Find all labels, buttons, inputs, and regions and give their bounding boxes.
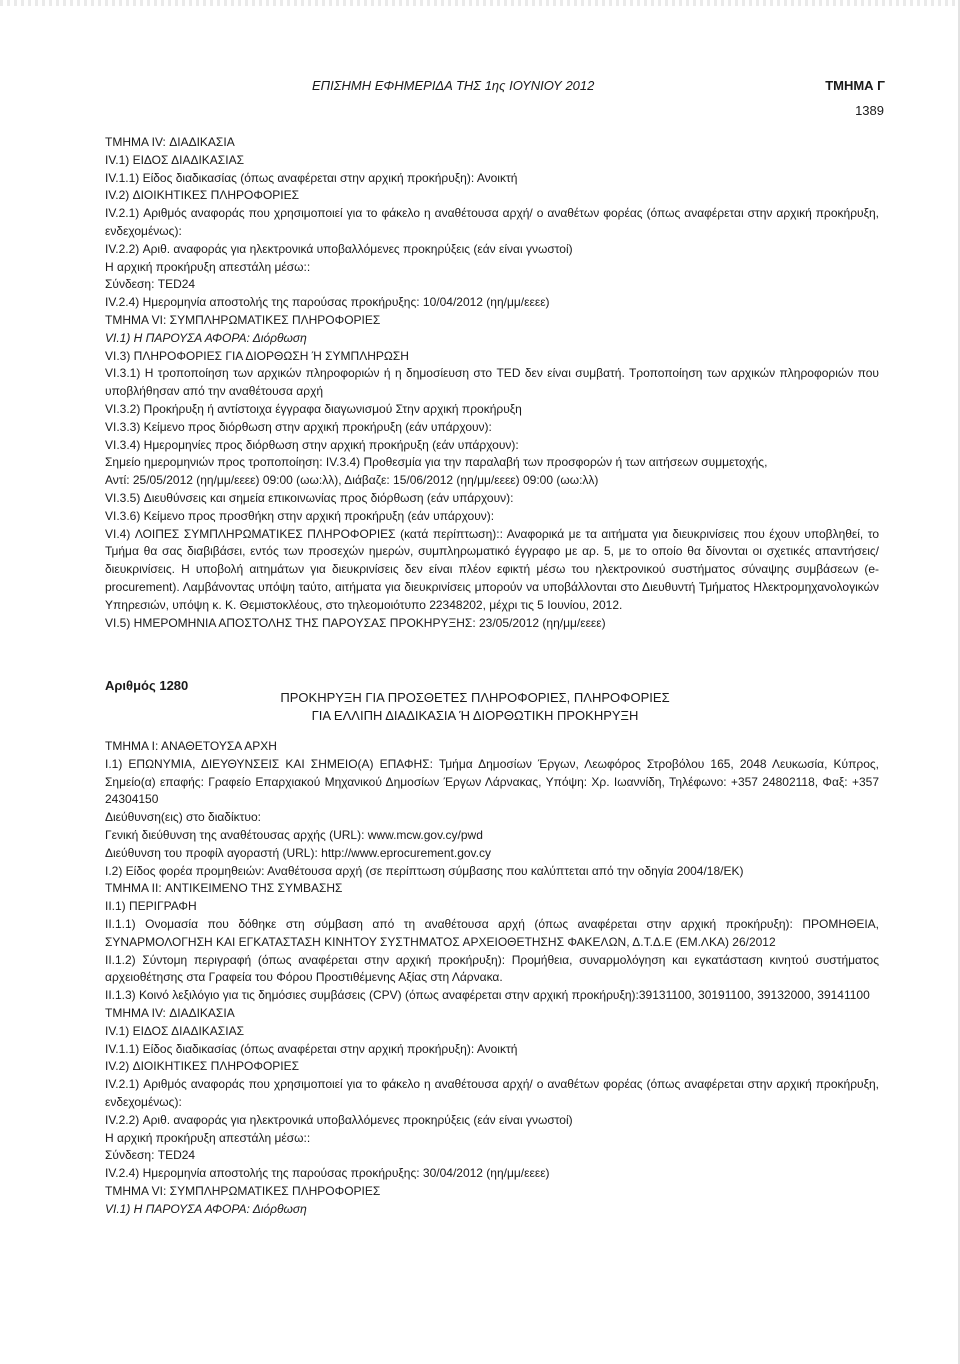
text-line: IV.2.4) Ημερομηνία αποστολής της παρούσας προκήρυξης: 10/04/2012 (ηη/μμ/εεεε): [105, 295, 550, 310]
text-line: IV.2.2) Αριθ. αναφοράς για ηλεκτρονικά υποβαλλόμενες προκηρύξεις (εάν είναι γνωστοί): [105, 1112, 573, 1127]
notice-number: Αριθμός 1280: [105, 678, 189, 693]
text-line: ΤΜΗΜΑ II: ΑΝΤΙΚΕΙΜΕΝΟ ΤΗΣ ΣΥΜΒΑΣΗΣ: [105, 881, 343, 896]
text-line: VI.1) Η ΠΑΡΟΥΣΑ ΑΦΟΡΑ: Διόρθωση: [105, 1201, 307, 1216]
text-paragraph: I.1) ΕΠΩΝΥΜΙΑ, ΔΙΕΥΘΥΝΣΕΙΣ ΚΑΙ ΣΗΜΕΙΟ(Α) ΕΠΑΦΗΣ: Τμήμα Δημοσίων Έργων, Λεωφόρος Στροβόλου 165, 2048 Λευκωσία, Κύπρος, Σημείο(α) επαφής: Γραφείο Επαρχιακού Μηχανικού Δημοσίων Έργων Λάρνακας, Υπόψη: Χρ. Ιωαννίδη, Τηλέφωνο: +357 24802118, Φαξ: +357 24304150: [105, 756, 879, 807]
text-line: ΤΜΗΜΑ IV: ΔΙΑΔΙΚΑΣΙΑ: [105, 1005, 235, 1020]
text-line: I.2) Είδος φορέα προμηθειών: Αναθέτουσα αρχή (σε περίπτωση σύμβασης που καλύπτεται από την οδηγία 2004/18/ΕΚ): [105, 863, 744, 878]
text-line: ΤΜΗΜΑ VI: ΣΥΜΠΛΗΡΩΜΑΤΙΚΕΣ ΠΛΗΡΟΦΟΡΙΕΣ: [105, 1183, 381, 1198]
text-line: IV.1) ΕΙΔΟΣ ΔΙΑΔΙΚΑΣΙΑΣ: [105, 152, 244, 167]
text-line: IV.2) ΔΙΟΙΚΗΤΙΚΕΣ ΠΛΗΡΟΦΟΡΙΕΣ: [105, 1059, 300, 1074]
text-line: VI.5) ΗΜΕΡΟΜΗΝΙΑ ΑΠΟΣΤΟΛΗΣ ΤΗΣ ΠΑΡΟΥΣΑΣ ΠΡΟΚΗΡΥΞΗΣ: 23/05/2012 (ηη/μμ/εεεε): [105, 615, 606, 630]
text-line: Αντί: 25/05/2012 (ηη/μμ/εεεε) 09:00 (ωω:λλ), Διάβαζε: 15/06/2012 (ηη/μμ/εεεε) 09:00 (ωω:λλ): [105, 473, 599, 488]
text-line: IV.2.1) Αριθμός αναφοράς που χρησιμοποιεί για το φάκελο η αναθέτουσα αρχή/ ο αναθέτων φορέας (όπως αναφέρεται στην αρχική προκήρυξη, ενδεχομένως):: [105, 206, 879, 238]
text-line: ΤΜΗΜΑ IV: ΔΙΑΔΙΚΑΣΙΑ: [105, 135, 235, 149]
text-line: VI.3.2) Προκήρυξη ή αντίστοιχα έγγραφα διαγωνισμού Στην αρχική προκήρυξη: [105, 401, 522, 416]
notice-title-line: ΠΡΟΚΗΡΥΞΗ ΓΙΑ ΠΡΟΣΘΕΤΕΣ ΠΛΗΡΟΦΟΡΙΕΣ, ΠΛΗΡΟΦΟΡΙΕΣ: [280, 690, 670, 705]
notice-continuation-text: [105, 134, 879, 632]
text-paragraph: VI.4) ΛΟΙΠΕΣ ΣΥΜΠΛΗΡΩΜΑΤΙΚΕΣ ΠΛΗΡΟΦΟΡΙΕΣ (κατά περίπτωση):: Αναφορικά με τα αιτήματα για διευκρινίσεις που έχουν υποβληθεί, το Τμήμα θα σας διαβιβάσει, εντός των προσεχών ημερών, συμπληρωματικό έγγραφο με αρ. 5, με το οποίο θα δίνονται οι σχετικές απαντήσεις/ διευκρινίσεις. Η υποβολή αιτημάτων για διευκρινίσεις δεν είναι πλέον εφικτή μέσω του ηλεκτρονικού συστήματος σύναψης συμβάσεων (e-procurement). Λαμβάνοντας υπόψη ταύτο, αιτήματα για διευκρινίσεις μπορούν να υποβάλλονται στο Διευθυντή Τμήματος Ηλεκτρομηχανολογικών Υπηρεσιών, υπόψη κ. Κ. Θεμιστοκλέους, στο τηλεομοιότυπο 22348202, μέχρι τις 5 Ιουνίου, 2012.: [105, 526, 879, 612]
text-line: IV.1.1) Είδος διαδικασίας (όπως αναφέρεται στην αρχική προκήρυξη): Ανοικτή: [105, 1041, 518, 1056]
text-line: II.1) ΠΕΡΙΓΡΑΦΗ: [105, 899, 197, 914]
text-line: IV.2.4) Ημερομηνία αποστολής της παρούσας προκήρυξης: 30/04/2012 (ηη/μμ/εεεε): [105, 1166, 550, 1181]
page-number: 1389: [855, 103, 884, 118]
section-mark: ΤΜΗΜΑ Γ: [825, 78, 885, 93]
notice-body-text: [105, 738, 879, 1219]
text-paragraph: II.1.3) Κοινό λεξιλόγιο για τις δημόσιες συμβάσεις (CPV) (όπως αναφέρεται στην αρχική προκήρυξη):39131100, 30191100, 39132000, 39141100: [105, 988, 870, 1003]
text-paragraph: II.1.1) Ονομασία που δόθηκε στη σύμβαση από τη αναθέτουσα αρχή (όπως αναφέρεται στην αρχική προκήρυξη): ΠΡΟΜΗΘΕΙΑ, ΣΥΝΑΡΜΟΛΟΓΗΣΗ ΚΑΙ ΕΓΚΑΤΑΣΤΑΣΗ ΚΙΝΗΤΟΥ ΣΥΣΤΗΜΑΤΟΣ ΑΡΧΕΙΟΘΕΤΗΣΗΣ ΦΑΚΕΛΩΝ, Δ.Τ.Δ.Ε (ΕΜ.ΛΚΑ) 26/2012: [105, 916, 879, 949]
text-line: Η αρχική προκήρυξη απεστάλη μέσω::: [105, 1130, 311, 1145]
text-line: Σύνδεση: TED24: [105, 1148, 196, 1163]
text-line: Σύνδεση: TED24: [105, 277, 196, 292]
text-line: IV.2.2) Αριθ. αναφοράς για ηλεκτρονικά υποβαλλόμενες προκηρύξεις (εάν είναι γνωστοί): [105, 241, 573, 256]
text-line: ΤΜΗΜΑ VI: ΣΥΜΠΛΗΡΩΜΑΤΙΚΕΣ ΠΛΗΡΟΦΟΡΙΕΣ: [105, 312, 381, 327]
text-line: VI.1) Η ΠΑΡΟΥΣΑ ΑΦΟΡΑ: Διόρθωση: [105, 330, 307, 345]
text-line: Γενική διεύθυνση της αναθέτουσας αρχής (URL): www.mcw.gov.cy/pwd: [105, 827, 483, 842]
notice-title: [180, 689, 770, 725]
text-line: IV.1.1) Είδος διαδικασίας (όπως αναφέρεται στην αρχική προκήρυξη): Ανοικτή: [105, 170, 518, 185]
text-line: VI.3.4) Ημερομηνίες προς διόρθωση στην αρχική προκήρυξη (εάν υπάρχουν):: [105, 437, 519, 452]
text-paragraph: II.1.2) Σύντομη περιγραφή (όπως αναφέρεται στην αρχική προκήρυξη): Προμήθεια, συναρμολόγηση και εγκατάσταση κινητού συστήματος αρχειοθέτησης στα Γραφεία του Φόρου Προστιθέμενης Αξίας στη Λάρνακα.: [105, 952, 879, 985]
text-line: IV.1) ΕΙΔΟΣ ΔΙΑΔΙΚΑΣΙΑΣ: [105, 1023, 244, 1038]
text-line: Διεύθυνση του προφίλ αγοραστή (URL): http://www.eprocurement.gov.cy: [105, 845, 491, 860]
text-line: VI.3) ΠΛΗΡΟΦΟΡΙΕΣ ΓΙΑ ΔΙΟΡΘΩΣΗ Ή ΣΥΜΠΛΗΡΩΣΗ: [105, 348, 409, 363]
text-line: Διεύθυνση(εις) στο διαδίκτυο:: [105, 810, 261, 825]
text-line: VI.3.6) Κείμενο προς προσθήκη στην αρχική προκήρυξη (εάν υπάρχουν):: [105, 508, 495, 523]
text-line: VI.3.5) Διευθύνσεις και σημεία επικοινωνίας προς διόρθωση (εάν υπάρχουν):: [105, 490, 514, 505]
text-line: IV.2) ΔΙΟΙΚΗΤΙΚΕΣ ΠΛΗΡΟΦΟΡΙΕΣ: [105, 188, 300, 203]
text-line: ΤΜΗΜΑ Ι: ΑΝΑΘΕΤΟΥΣΑ ΑΡΧΗ: [105, 739, 277, 753]
gazette-running-title: ΕΠΙΣΗΜΗ ΕΦΗΜΕΡΙΔΑ ΤΗΣ 1ης ΙΟΥΝΙΟΥ 2012: [312, 78, 595, 93]
scan-edge-top: [0, 0, 960, 6]
text-line: IV.2.1) Αριθμός αναφοράς που χρησιμοποιεί για το φάκελο η αναθέτουσα αρχή/ ο αναθέτων φορέας (όπως αναφέρεται στην αρχική προκήρυξη, ενδεχομένως):: [105, 1077, 879, 1109]
notice-title-line: ΓΙΑ ΕΛΛΙΠΗ ΔΙΑΔΙΚΑΣΙΑ Ή ΔΙΟΡΘΩΤΙΚΗ ΠΡΟΚΗΡΥΞΗ: [311, 708, 639, 723]
text-line: VI.3.1) Η τροποποίηση των αρχικών πληροφοριών ή η δημοσίευση στο TED δεν είναι συμβατή. Τροποποίηση των αρχικών πληροφοριών που υποβλήθησαν από την αναθέτουσα αρχή: [105, 366, 879, 399]
text-line: Σημείο ημερομηνιών προς τροποποίηση: IV.3.4) Προθεσμία για την παραλαβή των προσφορών ή των αιτήσεων συμμετοχής,: [105, 455, 768, 470]
text-line: Η αρχική προκήρυξη απεστάλη μέσω::: [105, 259, 311, 274]
text-line: VI.3.3) Κείμενο προς διόρθωση στην αρχική προκήρυξη (εάν υπάρχουν):: [105, 419, 492, 434]
